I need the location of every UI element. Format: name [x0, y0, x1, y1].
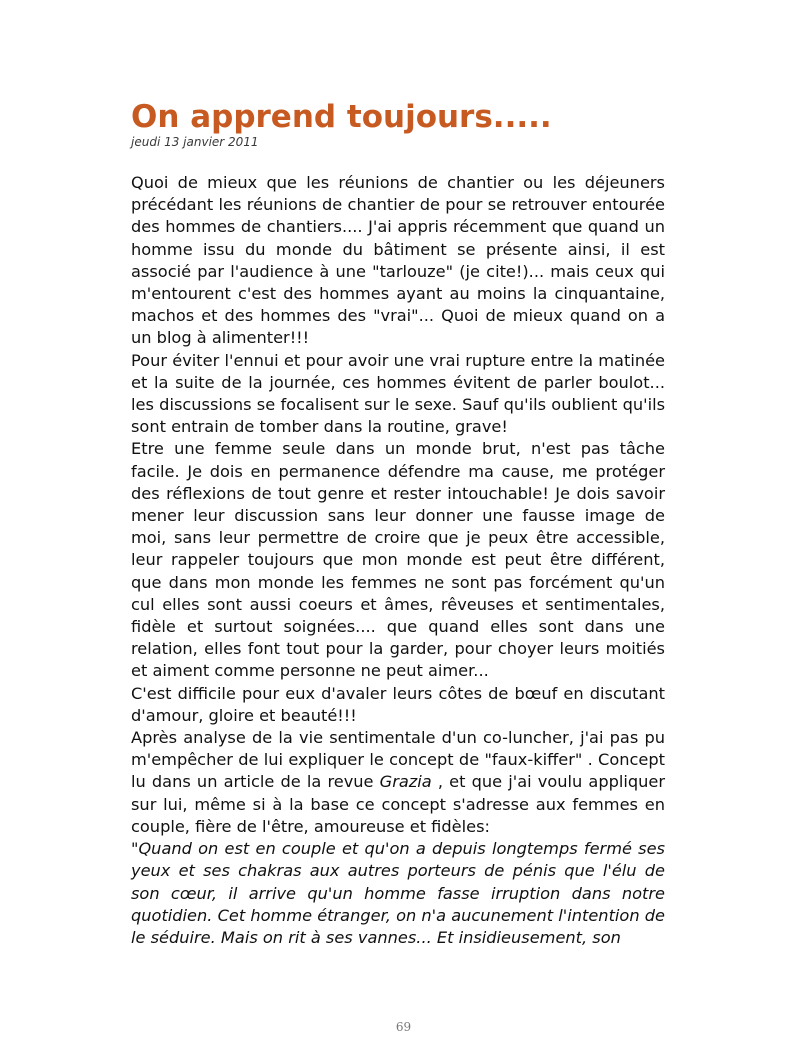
paragraph-5-start: Après analyse de la vie sentimentale d'un co-luncher, j'ai pas pu m'empêcher de lui expliquer le concept de "faux-kiffer" . Concept lu dans un article de la revue [131, 728, 665, 792]
article-title: On apprend toujours..... [131, 99, 552, 135]
paragraph-5-end: , et que j'ai voulu appliquer sur lui, même si à la base ce concept s'adresse aux femmes en couple, fière de l'être, amoureuse et fidèles: [131, 772, 666, 836]
paragraph-2: Pour éviter l'ennui et pour avoir une vrai rupture entre la matinée et la suite de la journée, ces hommes évitent de parler boulot... les discussions se focalisent sur le sexe. Sauf qu'ils oublient qu'ils sont entrain de tomber dans la routine, grave! [131, 350, 665, 437]
paragraph-3: Etre une femme seule dans un monde brut, n'est pas tâche facile. Je dois en permanence défendre ma cause, me protéger des réflexions de tout genre et rester intouchable! Je dois savoir mener leur discussion sans leur donner une fausse image de moi, sans leur permettre de croire que je peux être accessible, leur rappeler toujours que mon monde est peut être différent, que dans mon monde les femmes ne sont pas forcément qu'un cul elles sont aussi coeurs et âmes, rêveuses et sentimentales, fidèle et surtout soignées.... que quand elles sont dans une relation, elles font tout pour la garder, pour choyer leurs moitiés et aiment comme personne ne peut aimer... [131, 439, 665, 681]
paragraph-5 [131, 727, 665, 838]
article-date: jeudi 13 janvier 2011 [131, 135, 259, 149]
article-body [131, 172, 665, 949]
page-number: 69 [395, 1020, 412, 1034]
quote-paragraph [131, 838, 665, 949]
paragraph-4: C'est difficile pour eux d'avaler leurs côtes de bœuf en discutant d'amour, gloire et beauté!!! [131, 683, 665, 725]
magazine-name: Grazia [379, 772, 432, 792]
paragraph-1: Quoi de mieux que les réunions de chantier ou les déjeuners précédant les réunions de chantier de pour se retrouver entourée des hommes de chantiers.... J'ai appris récemment que quand un homme issu du monde du bâtiment se présente ainsi, il est associé par l'audience à une "tarlouze" (je cite!)... mais ceux qui m'entourent c'est des hommes ayant au moins la cinquantaine, machos et des hommes des "vrai"... Quoi de mieux quand on a un blog à alimenter!!! [131, 173, 665, 348]
quote-text: "Quand on est en couple et qu'on a depuis longtemps fermé ses yeux et ses chakras aux autres porteurs de pénis que l'élu de son cœur, il arrive qu'un homme fasse irruption dans notre quotidien. Cet homme étranger, on n'a aucunement l'intention de le séduire. Mais on rit à ses vannes... Et insidieusement, son [131, 839, 665, 947]
